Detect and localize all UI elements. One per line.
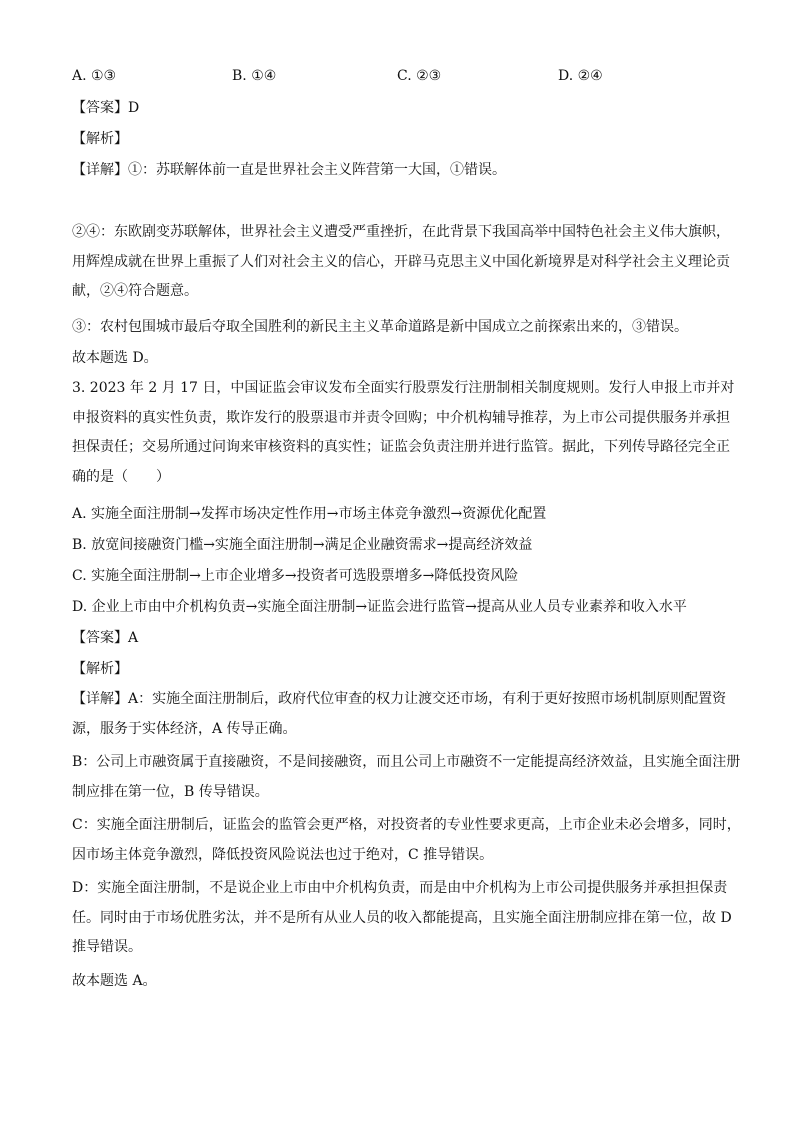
q2-option-c: C. ②③ xyxy=(397,68,442,84)
q3-detail-a: 【详解】A：实施全面注册制后，政府代位审查的权力让渡交还市场，有利于更好按照市场机制原则配置资源，服务于实体经济，A 传导正确。 xyxy=(72,691,727,737)
q2-option-a: A. ①③ xyxy=(72,68,117,84)
q3-detail-b: B：公司上市融资属于直接融资，不是间接融资，而且公司上市融资不一定能提高经济效益，且实施全面注册制应排在第一位，B 传导错误。 xyxy=(72,754,741,800)
q2-option-b: B. ①④ xyxy=(232,68,277,84)
q2-detail-1: 【详解】①：苏联解体前一直是世界社会主义阵营第一大国，①错误。 xyxy=(72,162,506,178)
q3-conclusion: 故本题选 A。 xyxy=(72,973,157,989)
q2-detail-3: ③：农村包围城市最后夺取全国胜利的新民主主义革命道路是新中国成立之前探索出来的，③错误。 xyxy=(72,319,688,335)
q2-answer: 【答案】D xyxy=(72,100,140,116)
q3-option-c: C. 实施全面注册制→上市企业增多→投资者可选股票增多→降低投资风险 xyxy=(72,568,519,584)
q3-detail-d: D：实施全面注册制，不是说企业上市由中介机构负责，而是由中介机构为上市公司提供服务并承担担保责任。同时由于市场优胜劣汰，并不是所有从业人员的收入都能提高，且实施全面注册制应排在第一位，故 D 推导错误。 xyxy=(72,880,732,955)
q3-stem: 3. 2023 年 2 月 17 日，中国证监会审议发布全面实行股票发行注册制相关制度规则。发行人申报上市并对申报资料的真实性负责，欺诈发行的股票退市并责令回购；中介机构辅导推荐，为上市公司提供服务并承担担保责任；交易所通过问询来审核资料的真实性；证监会负责注册并进行监管。据此，下列传导路径完全正确的是（ ） xyxy=(72,380,735,485)
q3-option-a: A. 实施全面注册制→发挥市场决定性作用→市场主体竞争激烈→资源优化配置 xyxy=(72,506,547,522)
q3-analysis-heading: 【解析】 xyxy=(72,661,128,677)
q3-detail-c: C：实施全面注册制后，证监会的监管会更严格，对投资者的专业性要求更高，上市企业未必会增多，同时，因市场主体竞争激烈，降低投资风险说法也过于绝对，C 推导错误。 xyxy=(72,817,741,863)
q2-option-d: D. ②④ xyxy=(558,68,603,84)
q3-answer: 【答案】A xyxy=(72,630,139,646)
q3-option-b: B. 放宽间接融资门槛→实施全面注册制→满足企业融资需求→提高经济效益 xyxy=(72,537,533,553)
q2-analysis-heading: 【解析】 xyxy=(72,131,128,147)
q3-option-d: D. 企业上市由中介机构负责→实施全面注册制→证监会进行监管→提高从业人员专业素养和收入水平 xyxy=(72,599,687,615)
q2-conclusion: 故本题选 D。 xyxy=(72,350,158,366)
q2-detail-2: ②④：东欧剧变苏联解体，世界社会主义遭受严重挫折，在此背景下我国高举中国特色社会主义伟大旗帜，用辉煌成就在世界上重振了人们对社会主义的信心，开辟马克思主义中国化新境界是对科学社会主义理论贡献，②④符合题意。 xyxy=(72,224,730,299)
